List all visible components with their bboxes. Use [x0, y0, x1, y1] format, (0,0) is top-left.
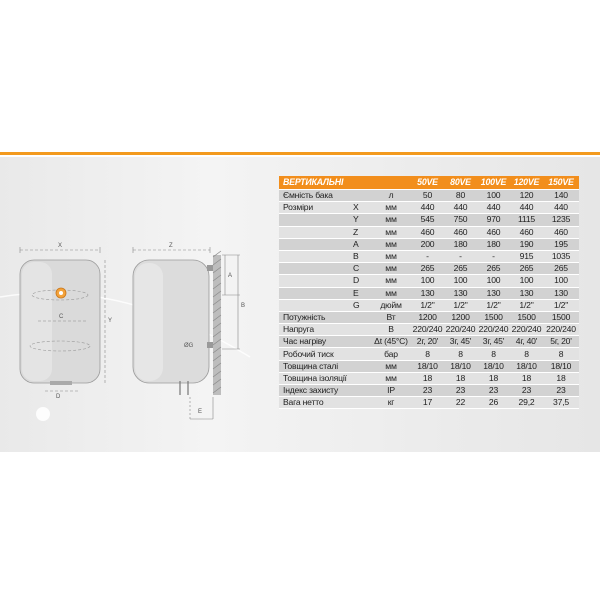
- row-value: 1115: [510, 214, 543, 226]
- row-value: 1235: [543, 214, 579, 226]
- row-value: 130: [444, 287, 477, 299]
- row-value: 440: [477, 202, 510, 214]
- row-symbol: Z: [347, 226, 371, 238]
- row-label: Ємність бака: [279, 190, 347, 202]
- row-unit: мм: [371, 372, 411, 384]
- row-value: 1/2": [477, 299, 510, 311]
- table-header-row: [279, 176, 579, 190]
- row-symbol: Y: [347, 214, 371, 226]
- table-row: [279, 202, 579, 214]
- row-value: 190: [510, 238, 543, 250]
- table-row: [279, 287, 579, 299]
- row-label: [279, 250, 347, 262]
- table-row: [279, 324, 579, 336]
- row-value: 18/10: [543, 360, 579, 372]
- row-value: 1500: [543, 311, 579, 323]
- row-value: 1035: [543, 250, 579, 262]
- row-symbol: G: [347, 299, 371, 311]
- row-value: 18: [510, 372, 543, 384]
- row-label: [279, 263, 347, 275]
- table-row: [279, 238, 579, 250]
- row-unit: В: [371, 324, 411, 336]
- table-row: [279, 360, 579, 372]
- row-value: 8: [411, 348, 444, 360]
- row-label: Час нагріву: [279, 336, 347, 348]
- row-label: Вага нетто: [279, 397, 347, 409]
- row-value: 220/240: [543, 324, 579, 336]
- row-unit: мм: [371, 202, 411, 214]
- row-label: Розміри: [279, 202, 347, 214]
- row-unit: дюйм: [371, 299, 411, 311]
- row-value: 1500: [477, 311, 510, 323]
- row-unit: мм: [371, 287, 411, 299]
- row-value: 18/10: [411, 360, 444, 372]
- orange-divider: [0, 152, 600, 155]
- row-value: -: [411, 250, 444, 262]
- row-value: 120: [510, 190, 543, 202]
- row-symbol: X: [347, 202, 371, 214]
- row-value: 17: [411, 397, 444, 409]
- table-row: [279, 214, 579, 226]
- model-header: 80VE: [444, 176, 477, 190]
- row-unit: мм: [371, 250, 411, 262]
- row-value: 440: [510, 202, 543, 214]
- row-value: 18/10: [477, 360, 510, 372]
- row-value: 50: [411, 190, 444, 202]
- row-value: 18: [444, 372, 477, 384]
- table-row: [279, 385, 579, 397]
- table-row: [279, 250, 579, 262]
- row-label: Товщина ізоляції: [279, 372, 347, 384]
- row-value: 23: [543, 385, 579, 397]
- row-value: 545: [411, 214, 444, 226]
- row-value: 970: [477, 214, 510, 226]
- row-value: 18/10: [510, 360, 543, 372]
- row-value: 1/2": [543, 299, 579, 311]
- row-value: 265: [510, 263, 543, 275]
- row-value: 100: [477, 190, 510, 202]
- row-value: 180: [477, 238, 510, 250]
- table-row: [279, 336, 579, 348]
- row-value: 220/240: [511, 324, 542, 335]
- row-value: 1200: [411, 311, 444, 323]
- row-value: 8: [510, 348, 543, 360]
- row-value: 23: [411, 385, 444, 397]
- row-label: Потужність: [279, 311, 347, 323]
- row-unit: мм: [371, 214, 411, 226]
- row-label: [279, 287, 347, 299]
- model-header: 150VE: [543, 176, 579, 190]
- row-value: 5г, 20': [543, 336, 579, 348]
- row-symbol: A: [347, 238, 371, 250]
- row-symbol: C: [347, 263, 371, 275]
- dim-label-x: X: [58, 243, 63, 249]
- row-label: Напруга: [279, 324, 347, 336]
- table-row: [279, 226, 579, 238]
- row-value: 440: [411, 202, 444, 214]
- row-label: Індекс захисту: [279, 385, 347, 397]
- row-value: 8: [477, 348, 510, 360]
- dim-label-g: ØG: [184, 343, 194, 349]
- heater-dimension-drawing: [0, 157, 290, 452]
- row-value: 200: [411, 238, 444, 250]
- row-symbol: D: [347, 275, 371, 287]
- row-symbol: [347, 190, 371, 202]
- row-symbol: E: [347, 287, 371, 299]
- row-value: 460: [510, 226, 543, 238]
- table-row: [279, 299, 579, 311]
- row-value: 4г, 40': [510, 336, 543, 348]
- row-label: [279, 226, 347, 238]
- table-row: [279, 311, 579, 323]
- row-value: 915: [510, 250, 543, 262]
- row-value: 265: [543, 263, 579, 275]
- table-title: ВЕРТИКАЛЬНІ: [279, 176, 411, 190]
- row-unit: мм: [371, 226, 411, 238]
- row-value: 1/2": [510, 299, 543, 311]
- dim-label-d: D: [56, 394, 61, 400]
- row-value: 18/10: [444, 360, 477, 372]
- row-symbol: B: [347, 250, 371, 262]
- row-value: 23: [510, 385, 543, 397]
- dim-label-e: E: [198, 409, 203, 415]
- row-unit: мм: [371, 238, 411, 250]
- row-unit: IP: [371, 385, 411, 397]
- dim-label-c: C: [59, 314, 64, 320]
- row-value: 23: [444, 385, 477, 397]
- row-value: 2г, 20': [411, 336, 444, 348]
- row-value: 100: [543, 275, 579, 287]
- row-value: 100: [411, 275, 444, 287]
- row-symbol: [347, 360, 371, 372]
- row-value: 26: [477, 397, 510, 409]
- dim-label-z: Z: [169, 243, 173, 249]
- row-symbol: [347, 385, 371, 397]
- row-value: 8: [543, 348, 579, 360]
- row-value: 18: [411, 372, 444, 384]
- row-unit: мм: [371, 263, 411, 275]
- row-value: 100: [510, 275, 543, 287]
- row-symbol: [347, 397, 371, 409]
- row-value: 100: [444, 275, 477, 287]
- row-label: [279, 214, 347, 226]
- row-value: 460: [411, 226, 444, 238]
- row-value: 1/2": [411, 299, 444, 311]
- row-value: 140: [543, 190, 579, 202]
- row-value: 1200: [444, 311, 477, 323]
- row-unit: мм: [371, 360, 411, 372]
- row-value: -: [444, 250, 477, 262]
- model-header: 50VE: [411, 176, 444, 190]
- row-value: 18: [543, 372, 579, 384]
- row-value: 8: [444, 348, 477, 360]
- row-value: 18: [477, 372, 510, 384]
- row-value: 220/240: [478, 324, 509, 335]
- row-symbol: [347, 324, 371, 336]
- row-value: 220/240: [412, 324, 443, 335]
- row-value: -: [477, 250, 510, 262]
- row-value: 80: [444, 190, 477, 202]
- row-symbol: [347, 348, 371, 360]
- row-value: 130: [510, 287, 543, 299]
- table-row: [279, 348, 579, 360]
- row-value: 3г, 45': [444, 336, 477, 348]
- row-value: 37,5: [543, 397, 579, 409]
- table-row: [279, 275, 579, 287]
- row-value: 130: [411, 287, 444, 299]
- row-unit: л: [371, 190, 411, 202]
- row-label: [279, 238, 347, 250]
- row-value: 265: [444, 263, 477, 275]
- row-label: Робочий тиск: [279, 348, 347, 360]
- row-symbol: [347, 311, 371, 323]
- row-value: 22: [444, 397, 477, 409]
- row-value: 195: [543, 238, 579, 250]
- row-unit: кг: [371, 397, 411, 409]
- model-header: 120VE: [510, 176, 543, 190]
- table-row: [279, 372, 579, 384]
- row-value: 460: [477, 226, 510, 238]
- row-unit: Вт: [371, 311, 411, 323]
- table-row: [279, 397, 579, 409]
- row-symbol: [347, 372, 371, 384]
- table-row: [279, 263, 579, 275]
- table-row: [279, 190, 579, 202]
- row-value: 265: [411, 263, 444, 275]
- dim-label-a: A: [228, 273, 233, 279]
- row-label: [279, 299, 347, 311]
- row-value: 23: [477, 385, 510, 397]
- row-value: 440: [543, 202, 579, 214]
- dim-label-b: B: [241, 303, 246, 309]
- specifications-table: [279, 176, 579, 409]
- row-symbol: [347, 336, 371, 348]
- row-value: 29,2: [510, 397, 543, 409]
- row-unit: Δt (45°С): [371, 336, 411, 348]
- row-value: 220/240: [445, 324, 476, 335]
- row-value: 460: [444, 226, 477, 238]
- row-unit: мм: [371, 275, 411, 287]
- row-unit: бар: [371, 348, 411, 360]
- row-label: Товщина сталі: [279, 360, 347, 372]
- side-view: [133, 247, 240, 419]
- model-header: 100VE: [477, 176, 510, 190]
- row-value: 440: [444, 202, 477, 214]
- row-value: 130: [543, 287, 579, 299]
- row-value: 750: [444, 214, 477, 226]
- row-value: 265: [477, 263, 510, 275]
- row-value: 3г, 45': [477, 336, 510, 348]
- row-value: 130: [477, 287, 510, 299]
- dim-label-y: Y: [108, 318, 113, 324]
- row-value: 460: [543, 226, 579, 238]
- row-value: 180: [444, 238, 477, 250]
- row-label: [279, 275, 347, 287]
- row-value: 1/2": [444, 299, 477, 311]
- row-value: 100: [477, 275, 510, 287]
- row-value: 1500: [510, 311, 543, 323]
